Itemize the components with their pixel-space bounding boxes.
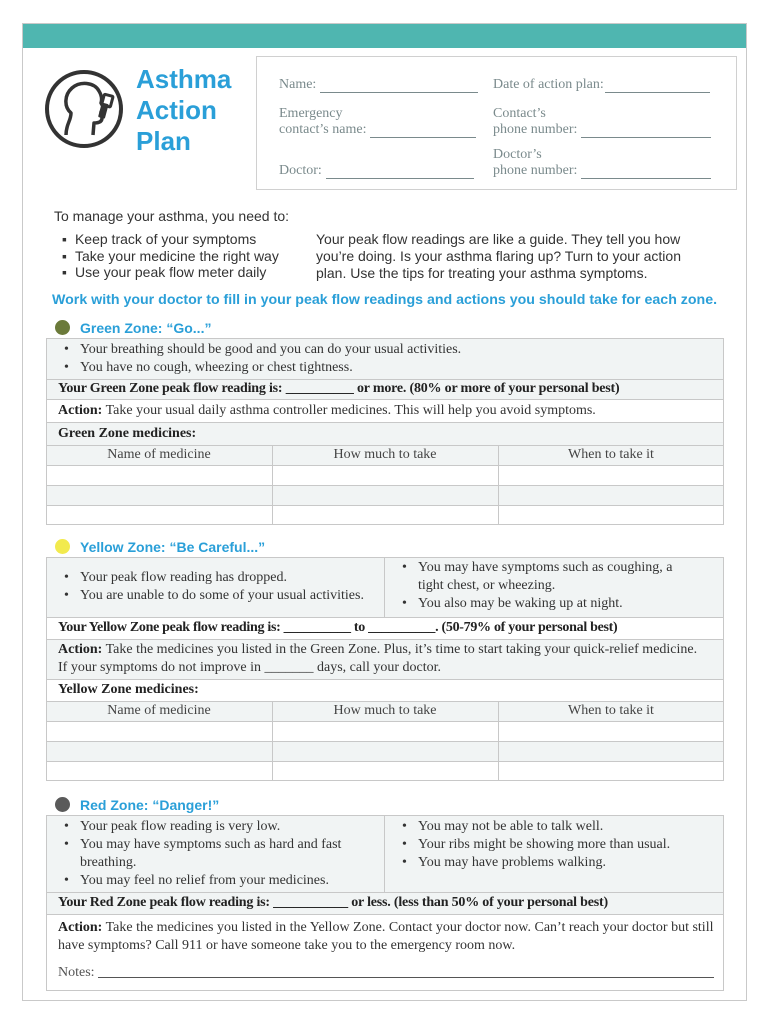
column-header-amount: How much to take <box>333 703 437 718</box>
green-zone-heading: Green Zone: “Go...” <box>80 320 212 336</box>
date-label: Date of action plan: <box>493 77 604 92</box>
action-label: Action: <box>58 642 103 657</box>
red-action-text: Take the medicines you listed in the Yellow Zone. Contact your doctor now. Can’t reach your doctor but still have symptoms? Call 911 or have someone take you to the emergency room now. <box>58 920 714 953</box>
intro-bullet: ▪ Use your peak flow meter daily <box>62 264 279 281</box>
intro-bullets <box>62 231 279 281</box>
list-item: • Your peak flow reading has dropped. <box>58 569 383 587</box>
doctor-phone-label-1: Doctor’s <box>493 147 542 162</box>
action-label: Action: <box>58 403 103 418</box>
table-row[interactable] <box>47 761 723 781</box>
yellow-symptoms-right <box>396 559 696 613</box>
green-meds-label: Green Zone medicines: <box>58 426 197 441</box>
green-reading: Your Green Zone peak flow reading is: __________ or more. (80% or more of your personal best) <box>58 381 620 396</box>
list-item: • You may have symptoms such as coughing, a tight chest, or wheezing. <box>396 559 696 595</box>
green-symptoms <box>58 341 698 377</box>
green-action-text: Take your usual daily asthma controller medicines. This will help you avoid symptoms. <box>105 403 596 418</box>
title-line-2: Action <box>136 95 217 125</box>
green-action <box>58 402 596 420</box>
doctor-phone-label-2: phone number: <box>493 163 578 178</box>
red-zone-dot <box>55 797 70 812</box>
zone-instruction: Work with your doctor to fill in your peak flow readings and actions you should take for each zone. <box>52 292 718 308</box>
contact-phone-label-1: Contact’s <box>493 106 546 121</box>
yellow-action-text-2: If your symptoms do not improve in _______ days, call your doctor. <box>58 660 442 675</box>
list-item: • You are unable to do some of your usual activities. <box>58 587 383 605</box>
peak-flow-guide-text: Your peak flow readings are like a guide. They tell you how you’re doing. Is your asthma flaring up? Turn to your action plan. Use the tips for treating your asthma symptoms. <box>316 231 681 281</box>
red-symptoms-left <box>58 818 383 890</box>
list-item: • Your peak flow reading is very low. <box>58 818 383 836</box>
date-field[interactable] <box>493 77 710 93</box>
table-row[interactable] <box>47 505 723 525</box>
yellow-zone-dot <box>55 539 70 554</box>
person-inhaler-icon <box>44 69 124 149</box>
column-header-medicine: Name of medicine <box>107 447 211 462</box>
column-header-when: When to take it <box>568 703 654 718</box>
red-zone-heading: Red Zone: “Danger!” <box>80 797 220 813</box>
emergency-label-1: Emergency <box>279 106 343 121</box>
intro-lead: To manage your asthma, you need to: <box>54 208 290 224</box>
notes-input[interactable] <box>98 977 714 978</box>
name-field[interactable] <box>279 77 478 93</box>
notes-label: Notes: <box>58 965 95 980</box>
emergency-label-2: contact’s name: <box>279 122 367 137</box>
list-item: • You may have symptoms such as hard and fast breathing. <box>58 836 383 872</box>
red-symptoms-right <box>396 818 716 872</box>
yellow-zone-heading: Yellow Zone: “Be Careful...” <box>80 539 266 555</box>
list-item: • You also may be waking up at night. <box>396 595 696 613</box>
red-action <box>58 919 718 955</box>
list-item: • You may feel no relief from your medicines. <box>58 872 383 890</box>
list-item: • You have no cough, wheezing or chest tightness. <box>58 359 698 377</box>
intro-bullet: ▪ Keep track of your symptoms <box>62 231 279 248</box>
column-header-amount: How much to take <box>333 447 437 462</box>
title-line-3: Plan <box>136 126 191 156</box>
table-row[interactable] <box>47 465 723 485</box>
emergency-contact-field[interactable] <box>279 106 476 138</box>
yellow-reading: Your Yellow Zone peak flow reading is: __________ to __________. (50-79% of your personal best) <box>58 620 618 635</box>
intro-bullet: ▪ Take your medicine the right way <box>62 248 279 265</box>
doctor-field[interactable] <box>279 163 474 179</box>
name-label: Name: <box>279 77 317 92</box>
yellow-meds-label: Yellow Zone medicines: <box>58 682 199 697</box>
doctor-label: Doctor: <box>279 163 322 178</box>
yellow-symptoms-left <box>58 569 383 605</box>
list-item: • Your ribs might be showing more than usual. <box>396 836 716 854</box>
column-header-medicine: Name of medicine <box>107 703 211 718</box>
list-item: • You may have problems walking. <box>396 854 716 872</box>
page-title <box>136 64 231 157</box>
contact-phone-field[interactable] <box>493 106 711 138</box>
table-row[interactable] <box>47 485 723 505</box>
yellow-action-text-1: Take the medicines you listed in the Green Zone. Plus, it’s time to start taking your quick-relief medicine. <box>105 642 698 657</box>
title-line-1: Asthma <box>136 64 232 94</box>
list-item: • You may not be able to talk well. <box>396 818 716 836</box>
column-header-when: When to take it <box>568 447 654 462</box>
red-reading: Your Red Zone peak flow reading is: ___________ or less. (less than 50% of your personal best) <box>58 895 608 910</box>
action-label: Action: <box>58 920 103 935</box>
doctor-phone-field[interactable] <box>493 147 711 179</box>
yellow-action <box>58 641 718 677</box>
contact-phone-label-2: phone number: <box>493 122 578 137</box>
list-item: • Your breathing should be good and you can do your usual activities. <box>58 341 698 359</box>
table-row[interactable] <box>47 741 723 761</box>
green-zone-dot <box>55 320 70 335</box>
table-row[interactable] <box>47 721 723 741</box>
